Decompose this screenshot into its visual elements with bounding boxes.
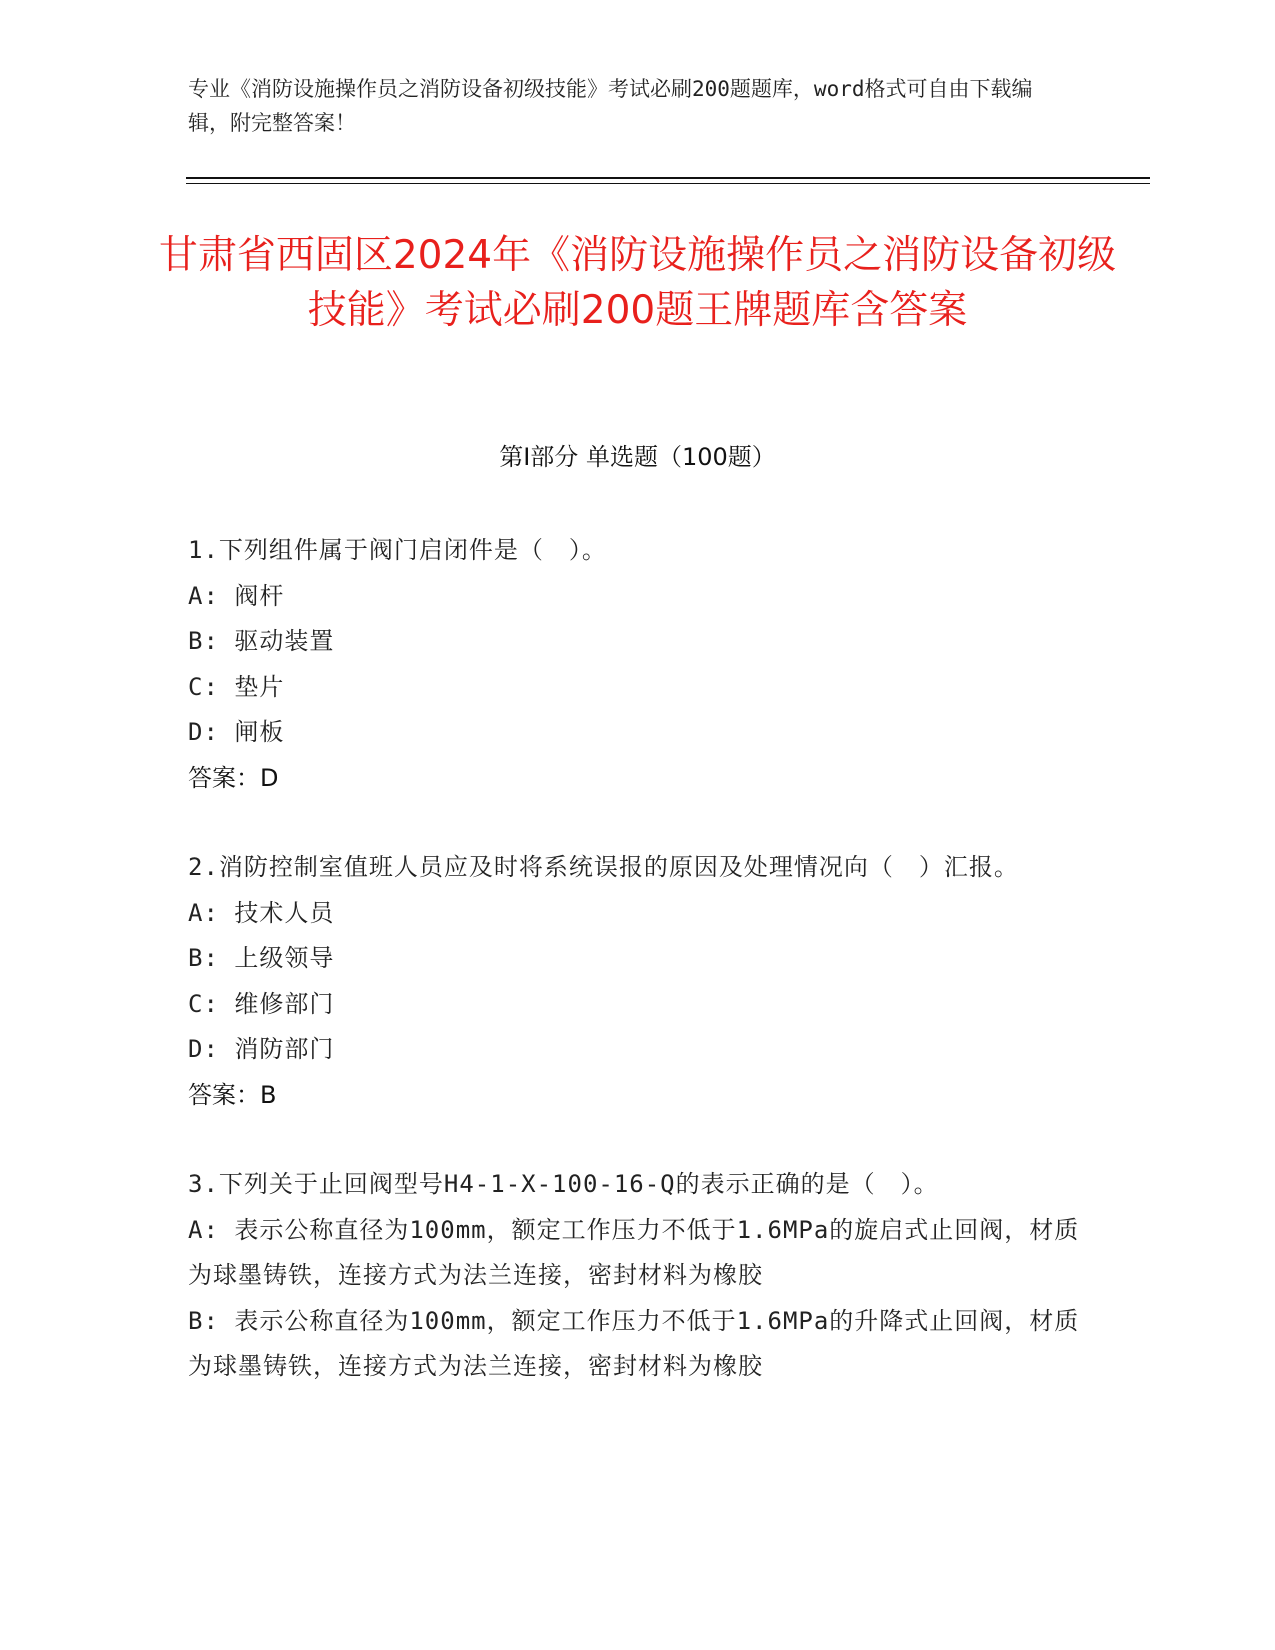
option-a: A: 表示公称直径为100mm，额定工作压力不低于1.6MPa的旋启式止回阀，材质为球墨铸铁，连接方式为法兰连接，密封材料为橡胶 bbox=[188, 1215, 1080, 1289]
question-stem: 1.下列组件属于阀门启闭件是（ ）。 bbox=[188, 536, 607, 564]
option-b: B: 表示公称直径为100mm，额定工作压力不低于1.6MPa的升降式止回阀，材质为球墨铸铁，连接方式为法兰连接，密封材料为橡胶 bbox=[188, 1306, 1080, 1380]
option-a: A: 阀杆 bbox=[188, 581, 285, 610]
option-d: D: 闸板 bbox=[188, 718, 285, 746]
answer: 答案：D bbox=[188, 763, 279, 792]
section-heading: 第Ⅰ部分 单选题（100题） bbox=[499, 443, 776, 471]
option-b: B: 上级领导 bbox=[188, 944, 335, 972]
header-note: 专业《消防设施操作员之消防设备初级技能》考试必刷200题题库，word格式可自由下载编辑，附完整答案！ bbox=[188, 77, 1033, 135]
document-title: 甘肃省西固区2024年《消防设施操作员之消防设备初级技能》考试必刷200题王牌题库含答案 bbox=[158, 233, 1117, 333]
question-2 bbox=[188, 845, 1088, 1118]
question-stem: 2.消防控制室值班人员应及时将系统误报的原因及处理情况向（ ）汇报。 bbox=[188, 853, 1019, 881]
option-b: B: 驱动装置 bbox=[188, 627, 335, 655]
question-1 bbox=[188, 528, 1088, 801]
question-3 bbox=[188, 1162, 1088, 1390]
question-stem: 3.下列关于止回阀型号H4-1-X-100-16-Q的表示正确的是（ ）。 bbox=[188, 1170, 939, 1198]
question-list bbox=[188, 528, 1088, 1434]
option-a: A: 技术人员 bbox=[188, 898, 335, 927]
option-c: C: 垫片 bbox=[188, 672, 285, 701]
answer: 答案：B bbox=[188, 1080, 277, 1109]
header-divider-thin bbox=[186, 183, 1150, 184]
option-c: C: 维修部门 bbox=[188, 989, 335, 1018]
option-d: D: 消防部门 bbox=[188, 1035, 335, 1063]
header-divider-thick bbox=[186, 177, 1150, 179]
